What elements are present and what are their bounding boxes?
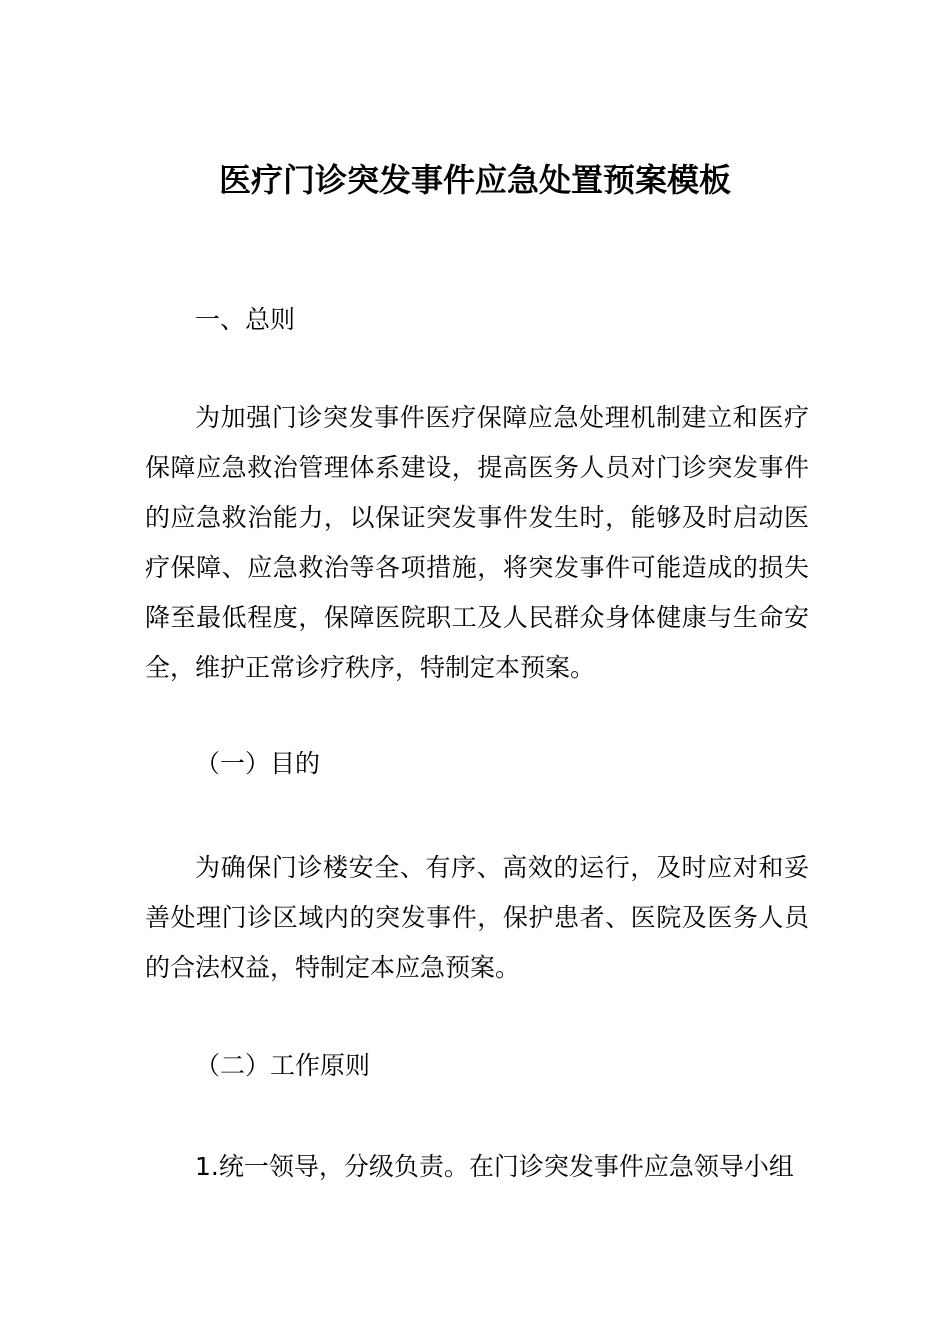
document-title: 医疗门诊突发事件应急处置预案模板 — [218, 161, 731, 199]
paragraph-purpose: 为确保门诊楼安全、有序、高效的运行，及时应对和妥善处理门诊区域内的突发事件，保护患者、医院及医务人员的合法权益，特制定本应急预案。 — [145, 853, 809, 982]
section-heading-general: 一、总则 — [195, 305, 296, 334]
subsection-heading-purpose: （一）目的 — [195, 749, 321, 778]
subsection-heading-principles: （二）工作原则 — [195, 1051, 371, 1080]
principle-item-1: 1.统一领导，分级负责。在门诊突发事件应急领导小组 — [195, 1152, 794, 1181]
paragraph-general: 为加强门诊突发事件医疗保障应急处理机制建立和医疗保障应急救治管理体系建设，提高医务人员对门诊突发事件的应急救治能力，以保证突发事件发生时，能够及时启动医疗保障、应急救治等各项措施，将突发事件可能造成的损失降至最低程度，保障医院职工及人民群众身体健康与生命安全，维护正常诊疗秩序，特制定本预案。 — [145, 403, 809, 682]
